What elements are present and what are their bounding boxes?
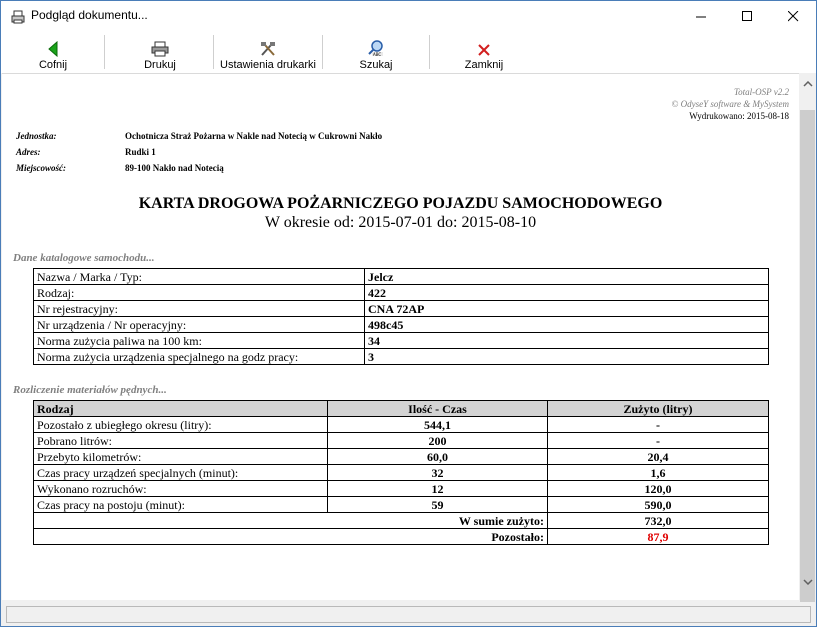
material-amount: 200 [328,433,548,449]
search-icon [367,35,385,57]
catalog-label: Nazwa / Marka / Typ: [34,269,365,285]
close-preview-label: Zamknij [464,59,504,71]
close-icon [477,35,491,57]
remaining-row [34,529,769,545]
table-row [34,349,769,365]
printer-settings-button[interactable] [218,32,318,72]
column-header-used: Zużyto (litry) [548,401,769,417]
status-bar [2,602,815,626]
print-label: Drukuj [144,59,176,71]
copyright-text: © OdyseY software & MySystem [671,99,789,109]
catalog-label: Norma zużycia paliwa na 100 km: [34,333,365,349]
scrollbar-thumb[interactable] [800,110,815,610]
material-kind: Pozostało z ubiegłego okresu (litry): [34,417,328,433]
window-title: Podgląd dokumentu... [31,8,148,22]
unit-info [16,128,382,176]
table-row [34,465,769,481]
table-row [34,449,769,465]
vertical-scrollbar[interactable] [799,73,816,600]
arrow-left-icon [47,35,59,57]
document-header [672,86,790,122]
catalog-label: Norma zużycia urządzenia specjalnego na godz pracy: [34,349,365,365]
column-header-amount: Ilość - Czas [328,401,548,417]
table-header-row [34,401,769,417]
material-amount: 544,1 [328,417,548,433]
meta-row [16,128,382,144]
document-period: W okresie od: 2015-07-01 do: 2015-08-10 [264,214,537,231]
table-row [34,333,769,349]
table-row [34,269,769,285]
material-amount: 60,0 [328,449,548,465]
table-row [34,285,769,301]
toolbar-separator [322,35,323,69]
printer-app-icon [10,9,26,25]
material-amount: 12 [328,481,548,497]
scroll-down-arrow[interactable] [799,573,816,590]
material-used: 1,6 [548,465,769,481]
close-preview-button[interactable] [453,32,515,72]
meta-key: Miejscowość: [16,163,66,173]
meta-value: Rudki 1 [125,147,156,157]
meta-row [16,160,382,176]
column-header-kind: Rodzaj [34,401,328,417]
materials-section-heading: Rozliczenie materiałów pędnych... [13,384,167,396]
search-button[interactable] [347,32,405,72]
material-kind: Pobrano litrów: [34,433,328,449]
catalog-value: 34 [365,333,769,349]
material-kind: Czas pracy na postoju (minut): [34,497,328,513]
material-used: - [548,417,769,433]
catalog-section-heading: Dane katalogowe samochodu... [13,252,155,264]
table-row [34,317,769,333]
material-used: 590,0 [548,497,769,513]
print-button[interactable] [129,32,191,72]
minimize-button[interactable] [678,1,724,32]
table-row [34,433,769,449]
total-value: 732,0 [548,513,769,529]
scroll-up-arrow[interactable] [799,75,816,92]
material-amount: 32 [328,465,548,481]
material-used: - [548,433,769,449]
meta-key: Jednostka: [16,131,57,141]
catalog-value: 3 [365,349,769,365]
status-panel [6,606,811,623]
back-label: Cofnij [38,59,68,71]
close-window-button[interactable] [770,1,816,32]
meta-row [16,144,382,160]
toolbar-separator [104,35,105,69]
material-kind: Przebyto kilometrów: [34,449,328,465]
table-row [34,497,769,513]
printer-settings-label: Ustawienia drukarki [220,59,316,71]
tools-icon [259,35,277,57]
catalog-value: Jelcz [365,269,769,285]
document-preview[interactable] [2,73,799,600]
total-row [34,513,769,529]
catalog-value: 422 [365,285,769,301]
catalog-label: Nr rejestracyjny: [34,301,365,317]
print-date: Wydrukowano: 2015-08-18 [689,111,789,121]
svg-text:ABC: ABC [373,52,382,57]
catalog-label: Nr urządzenia / Nr operacyjny: [34,317,365,333]
document-title: KARTA DROGOWA POŻARNICZEGO POJAZDU SAMOCHODOWEGO [138,195,663,212]
table-row [34,481,769,497]
software-version: Total-OSP v2.2 [733,87,789,97]
printer-icon [151,35,169,57]
toolbar [1,32,816,73]
remaining-label: Pozostało: [34,529,548,545]
toolbar-separator [429,35,430,69]
material-kind: Wykonano rozruchów: [34,481,328,497]
table-row [34,417,769,433]
meta-value: 89-100 Nakło nad Notecią [125,163,224,173]
catalog-label: Rodzaj: [34,285,365,301]
table-row [34,301,769,317]
total-label: W sumie zużyto: [34,513,548,529]
materials-table [33,400,769,545]
material-amount: 59 [328,497,548,513]
meta-value: Ochotnicza Straż Pożarna w Nakle nad Notecią w Cukrowni Nakło [125,131,383,141]
catalog-table [33,268,769,365]
maximize-button[interactable] [724,1,770,32]
catalog-value: CNA 72AP [365,301,769,317]
material-kind: Czas pracy urządzeń specjalnych (minut): [34,465,328,481]
back-button[interactable] [23,32,83,72]
search-label: Szukaj [359,59,393,71]
remaining-value: 87,9 [548,529,769,545]
title-bar[interactable] [1,1,816,32]
meta-key: Adres: [16,147,41,157]
toolbar-separator [213,35,214,69]
material-used: 20,4 [548,449,769,465]
material-used: 120,0 [548,481,769,497]
catalog-value: 498c45 [365,317,769,333]
